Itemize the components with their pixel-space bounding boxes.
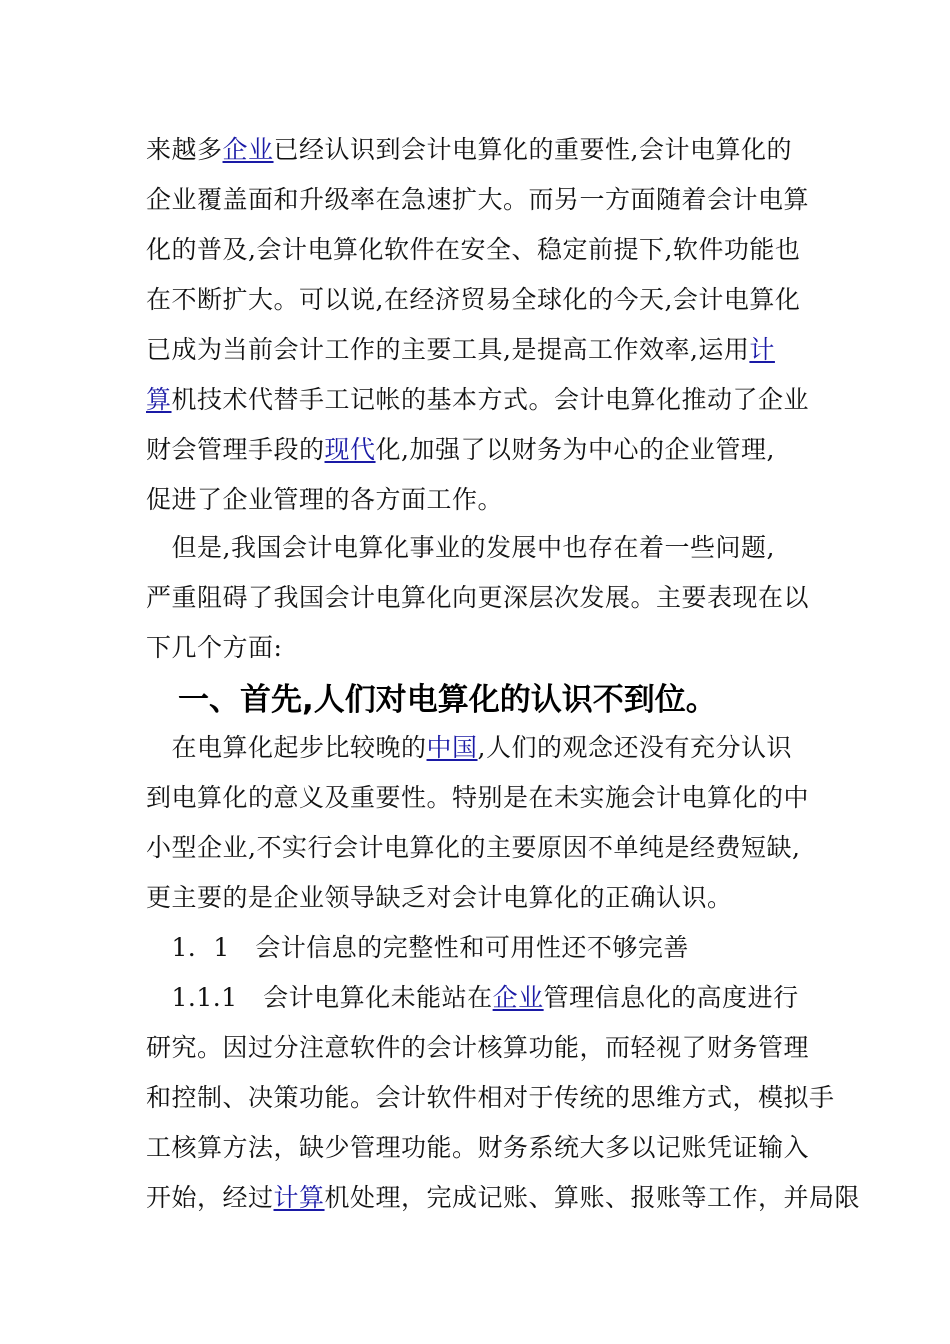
text-line <box>146 580 826 616</box>
hyperlink[interactable]: 计 <box>749 335 775 364</box>
text-segment: 化的普及,会计电算化软件在安全、稳定前提下,软件功能也 <box>146 235 801 264</box>
text-segment: 在不断扩大。可以说,在经济贸易全球化的今天,会计电算化 <box>146 285 801 314</box>
text-segment: 促进了企业管理的各方面工作。 <box>146 485 504 514</box>
text-segment: 来越多 <box>146 135 223 164</box>
text-line <box>146 830 826 866</box>
text-segment: 和控制、决策功能。会计软件相对于传统的思维方式，模拟手 <box>146 1083 835 1112</box>
text-segment: 严重阻碍了我国会计电算化向更深层次发展。主要表现在以 <box>146 583 810 612</box>
text-segment: 到电算化的意义及重要性。特别是在未实施会计电算化的中 <box>146 783 810 812</box>
text-line <box>146 282 826 318</box>
text-line <box>146 730 826 766</box>
text-line <box>146 980 826 1016</box>
text-segment: 企业覆盖面和升级率在急速扩大。而另一方面随着会计电算 <box>146 185 810 214</box>
text-segment: 化,加强了以财务为中心的企业管理, <box>375 435 775 464</box>
hyperlink[interactable]: 算 <box>146 385 172 414</box>
text-segment: 机处理，完成记账、算账、报账等工作，并局限 <box>324 1183 861 1212</box>
text-segment: 开始，经过 <box>146 1183 274 1212</box>
text-line <box>146 1030 826 1066</box>
text-segment: 研究。因过分注意软件的会计核算功能，而轻视了财务管理 <box>146 1033 810 1062</box>
text-segment: 1.1.1 会计电算化未能站在 <box>146 983 493 1012</box>
text-segment: 机技术代替手工记帐的基本方式。会计电算化推动了企业 <box>171 385 810 414</box>
text-line <box>146 530 826 566</box>
text-segment: 管理信息化的高度进行 <box>543 983 799 1012</box>
text-segment: 下几个方面: <box>146 633 283 662</box>
hyperlink[interactable]: 现代 <box>324 435 376 464</box>
text-segment: 但是,我国会计电算化事业的发展中也存在着一些问题, <box>146 533 775 562</box>
text-line <box>146 1080 835 1116</box>
text-line <box>146 182 826 218</box>
hyperlink[interactable]: 计算 <box>273 1183 325 1212</box>
text-line <box>146 930 826 966</box>
text-line <box>146 1130 826 1166</box>
text-line <box>146 132 826 168</box>
text-line <box>146 432 826 468</box>
text-line <box>146 780 826 816</box>
text-segment: 已成为当前会计工作的主要工具,是提高工作效率,运用 <box>146 335 750 364</box>
text-line <box>146 1180 861 1216</box>
hyperlink[interactable]: 企业 <box>222 135 274 164</box>
text-line <box>146 382 826 418</box>
hyperlink[interactable]: 中国 <box>426 733 478 762</box>
text-line <box>146 630 826 666</box>
text-segment: 工核算方法，缺少管理功能。财务系统大多以记账凭证输入 <box>146 1133 810 1162</box>
text-segment: 已经认识到会计电算化的重要性,会计电算化的 <box>273 135 792 164</box>
text-segment: 在电算化起步比较晚的 <box>146 733 427 762</box>
text-segment: 财会管理手段的 <box>146 435 325 464</box>
text-segment: 1．1 会计信息的完整性和可用性还不够完善 <box>146 933 689 962</box>
text-line <box>146 880 826 916</box>
text-segment: 小型企业,不实行会计电算化的主要原因不单纯是经费短缺, <box>146 833 801 862</box>
hyperlink[interactable]: 企业 <box>492 983 544 1012</box>
section-heading: 一、首先,人们对电算化的认识不到位。 <box>178 682 717 718</box>
text-line <box>146 232 826 268</box>
text-line <box>146 482 826 518</box>
text-segment: ,人们的观念还没有充分认识 <box>477 733 792 762</box>
text-line <box>146 332 826 368</box>
text-segment: 更主要的是企业领导缺乏对会计电算化的正确认识。 <box>146 883 733 912</box>
